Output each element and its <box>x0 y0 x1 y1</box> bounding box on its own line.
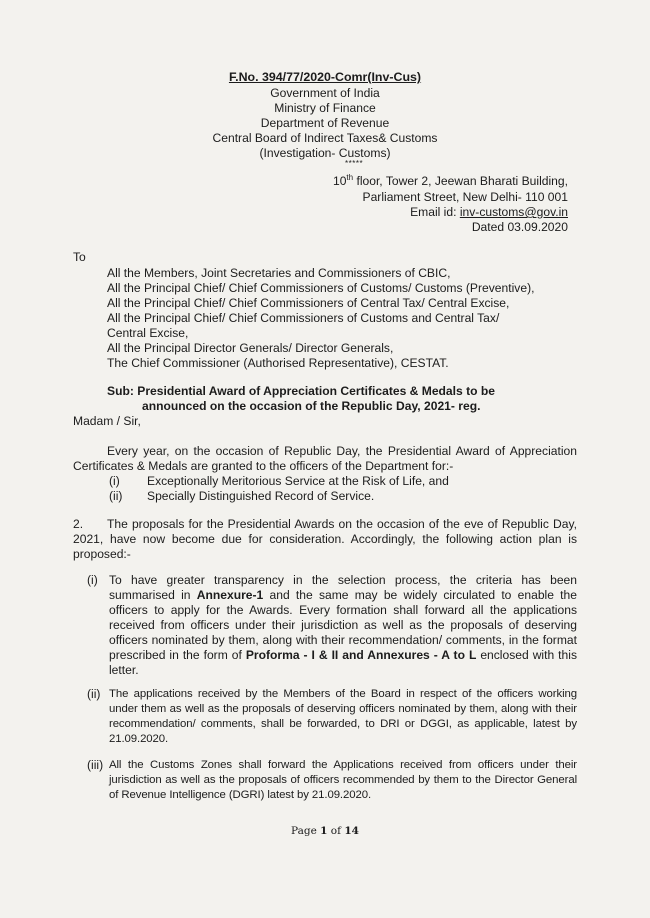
subject-line-2: announced on the occasion of the Republic Day, 2021- reg. <box>142 399 481 413</box>
to-label: To <box>73 250 86 264</box>
action-item-ii-number: (ii) <box>87 687 101 701</box>
action-item-iii-number: (iii) <box>87 758 104 772</box>
header-line-ministry: Ministry of Finance <box>274 101 376 115</box>
recipient-line: All the Principal Chief/ Chief Commissioners of Customs and Central Tax/ <box>107 311 500 325</box>
total-pages: 14 <box>344 825 359 837</box>
paragraph-2: 2. The proposals for the Presidential Awards on the occasion of the eve of Republic Day, 2021, have now become due for consideration. Accordingly, the following action plan is proposed:- <box>73 517 577 561</box>
action-item-ii-text: The applications received by the Members of the Board in respect of the officers working under them as well as the proposals of deserving officers nominated by them, along with their recommendation/ comments, shall be forwarded, to DRI or DGGI, as applicable, latest by 21.09.2020. <box>109 688 577 745</box>
page-footer: Page 1 of 14 <box>291 825 359 837</box>
subject-line-1: Sub: Presidential Award of Appreciation Certificates & Medals to be <box>107 384 495 398</box>
action-item-i-number: (i) <box>87 573 98 587</box>
address-line-1 <box>333 174 568 189</box>
header-separator: ***** <box>345 159 364 168</box>
floor-rest: floor, Tower 2, Jeewan Bharati Building, <box>353 174 568 188</box>
paragraph-1: Every year, on the occasion of Republic Day, the Presidential Award of Appreciation Certificates & Medals are granted to the officers of the Department for:- <box>73 444 577 473</box>
recipient-line: All the Principal Chief/ Chief Commissioners of Central Tax/ Central Excise, <box>107 296 510 310</box>
list-item-ii-number: (ii) <box>109 489 123 503</box>
date-line: Dated 03.09.2020 <box>471 220 568 234</box>
salutation: Madam / Sir, <box>73 414 141 428</box>
file-number: F.No. 394/77/2020-Comr(Inv-Cus) <box>228 70 422 84</box>
list-item-ii-text: Specially Distinguished Record of Service. <box>147 489 375 503</box>
action-item-i-text: To have greater transparency in the selection process, the criteria has been summarised in Annexure-1 and the same may be widely circulated to enable the officers to apply for the Awards. Every formation shall forward all the applications received from officers under their jurisdiction as well as the proposals of deserving officers nominated by them, along with their recommendation/ comments, in the format prescribed in the form of Proforma - I & II and Annexures - A to L enclosed with this letter. <box>109 573 577 677</box>
recipient-line: The Chief Commissioner (Authorised Representative), CESTAT. <box>107 356 449 370</box>
header-line-investigation: (Investigation- Customs) <box>259 146 391 160</box>
list-item-i-number: (i) <box>109 474 120 488</box>
action-item-iii-text: All the Customs Zones shall forward the Applications received from officers under their jurisdiction as well as the proposals of officers recommended by them to the Director General of Revenue Intelligence (DGRI) latest by 21.09.2020. <box>109 759 577 801</box>
recipient-line: All the Members, Joint Secretaries and Commissioners of CBIC, <box>107 266 451 280</box>
email-line <box>410 205 568 220</box>
header-line-department: Department of Revenue <box>260 116 390 130</box>
recipient-line: All the Principal Director Generals/ Director Generals, <box>107 341 394 355</box>
address-line-2: Parliament Street, New Delhi- 110 001 <box>362 190 568 204</box>
header-line-cbic: Central Board of Indirect Taxes& Customs <box>212 131 438 145</box>
floor-superscript: th <box>346 172 354 182</box>
paragraph-2-number: 2. <box>73 517 84 531</box>
recipient-line: Central Excise, <box>107 326 189 340</box>
subject-label: Sub: <box>107 384 134 398</box>
email-label: Email id: <box>410 205 457 219</box>
current-page: 1 <box>320 825 328 837</box>
header-line-government: Government of India <box>270 86 380 100</box>
list-item-i-text: Exceptionally Meritorious Service at the Risk of Life, and <box>147 474 449 488</box>
email-link[interactable]: inv-customs@gov.in <box>459 205 568 219</box>
recipient-line: All the Principal Chief/ Chief Commissioners of Customs/ Customs (Preventive), <box>107 281 535 295</box>
floor-number: 10 <box>332 174 347 188</box>
